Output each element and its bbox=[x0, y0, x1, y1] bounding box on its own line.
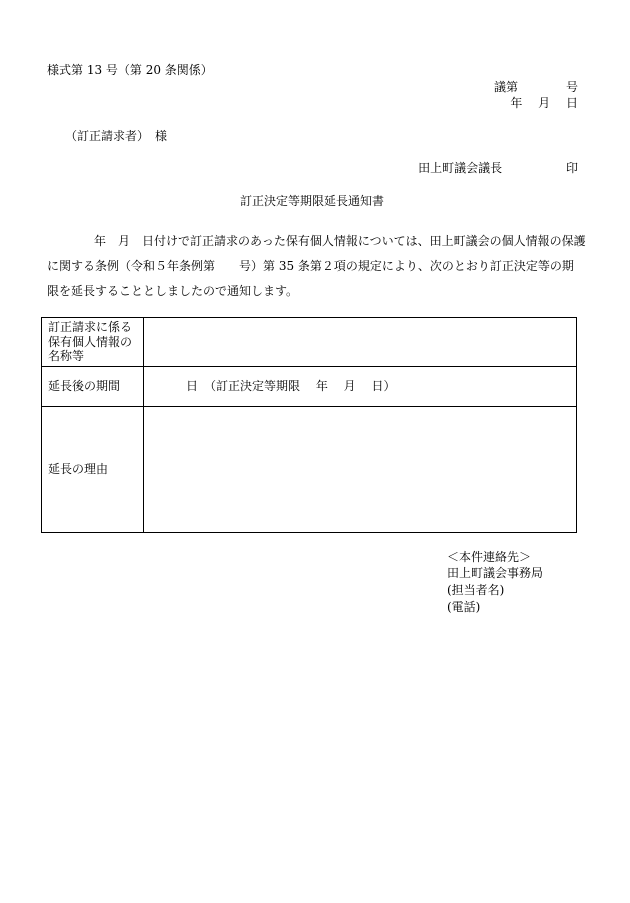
contact-person: (担当者名) bbox=[447, 583, 505, 597]
table-row-target-info bbox=[42, 318, 577, 367]
target-info-label bbox=[42, 318, 144, 367]
table-row-extended-period bbox=[42, 367, 577, 407]
contact-phone: (電話) bbox=[447, 600, 481, 614]
document-number: 議第 号 bbox=[493, 80, 578, 94]
extended-period-label: 延長後の期間 bbox=[42, 367, 144, 407]
body-line-3: 限を延長することとしましたので通知します。 bbox=[47, 284, 299, 298]
body-line-1: 年 月 日付けで訂正請求のあった保有個人情報については、田上町議会の個人情報の保護 bbox=[94, 234, 586, 248]
table-row-reason bbox=[42, 407, 577, 533]
document-date: 年 月 日 bbox=[510, 96, 578, 110]
target-info-value bbox=[144, 318, 577, 367]
sender: 田上町議会議長 印 bbox=[418, 161, 578, 175]
target-info-label-line: 名称等 bbox=[48, 349, 85, 364]
contact-heading: ＜本件連絡先＞ bbox=[447, 550, 532, 564]
target-info-label-line: 保有個人情報の bbox=[48, 334, 133, 349]
contact-office: 田上町議会事務局 bbox=[447, 566, 544, 580]
form-number: 様式第 13 号（第 20 条関係） bbox=[47, 63, 213, 77]
reason-value bbox=[144, 407, 577, 533]
extended-period-value: 日 （訂正決定等期限 年 月 日） bbox=[144, 367, 577, 407]
target-info-label-line: 訂正請求に係る bbox=[48, 320, 133, 335]
extension-details-table bbox=[41, 317, 577, 533]
body-line-2: に関する条例（令和５年条例第 号）第 35 条第２項の規定により、次のとおり訂正決定等の期 bbox=[47, 259, 574, 273]
reason-label: 延長の理由 bbox=[42, 407, 144, 533]
recipient: （訂正請求者） 様 bbox=[65, 129, 168, 143]
document-title: 訂正決定等期限延長通知書 bbox=[240, 194, 385, 208]
